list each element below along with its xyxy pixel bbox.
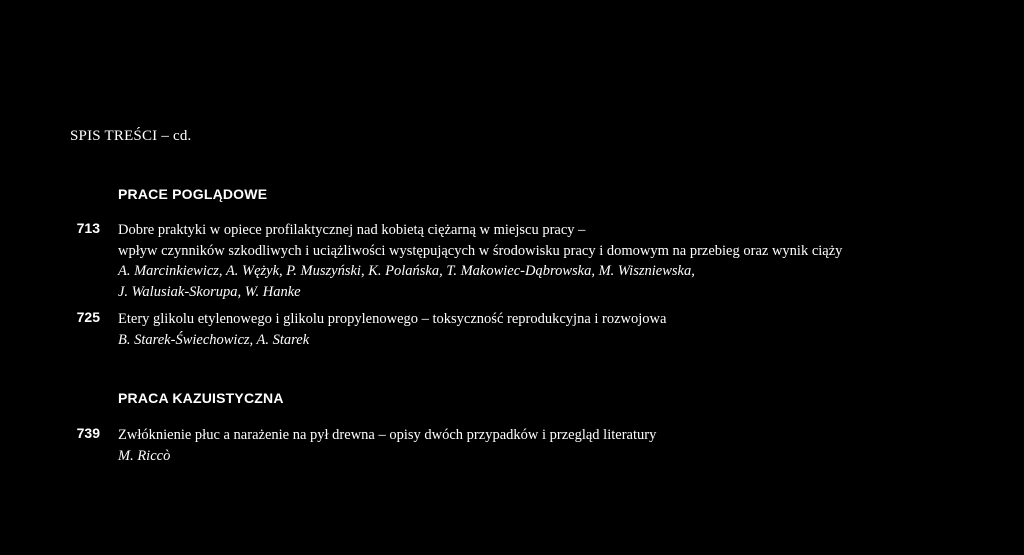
page-number: 739 — [76, 425, 100, 441]
entry-title: Dobre praktyki w opiece profilaktycznej nad kobietą ciężarną w miejscu pracy – wpływ czynników szkodliwych i uciążliwości występujących w środowisku pracy i domowym na przebieg oraz wynik ciąży — [118, 222, 843, 259]
entry-authors: M. Riccò — [118, 447, 171, 464]
entry-title: Etery glikolu etylenowego i glikolu propylenowego – toksyczność reprodukcyjna i rozwojowa — [118, 311, 667, 327]
section-title-case-report: PRACA KAZUISTYCZNA — [118, 390, 284, 406]
page-number: 725 — [76, 309, 100, 325]
entry-authors: A. Marcinkiewicz, A. Wężyk, P. Muszyński, K. Polańska, T. Makowiec-Dąbrowska, M. Wiszniewska, J. Walusiak-Skorupa, W. Hanke — [118, 263, 695, 300]
section-title-review-papers: PRACE POGLĄDOWE — [118, 186, 268, 202]
toc-heading: SPIS TREŚCI – cd. — [70, 128, 192, 144]
entry-title: Zwłóknienie płuc a narażenie na pył drewna – opisy dwóch przypadków i przegląd literatury — [118, 427, 657, 443]
page-number: 713 — [76, 220, 100, 236]
entry-authors: B. Starek-Świechowicz, A. Starek — [118, 331, 310, 348]
